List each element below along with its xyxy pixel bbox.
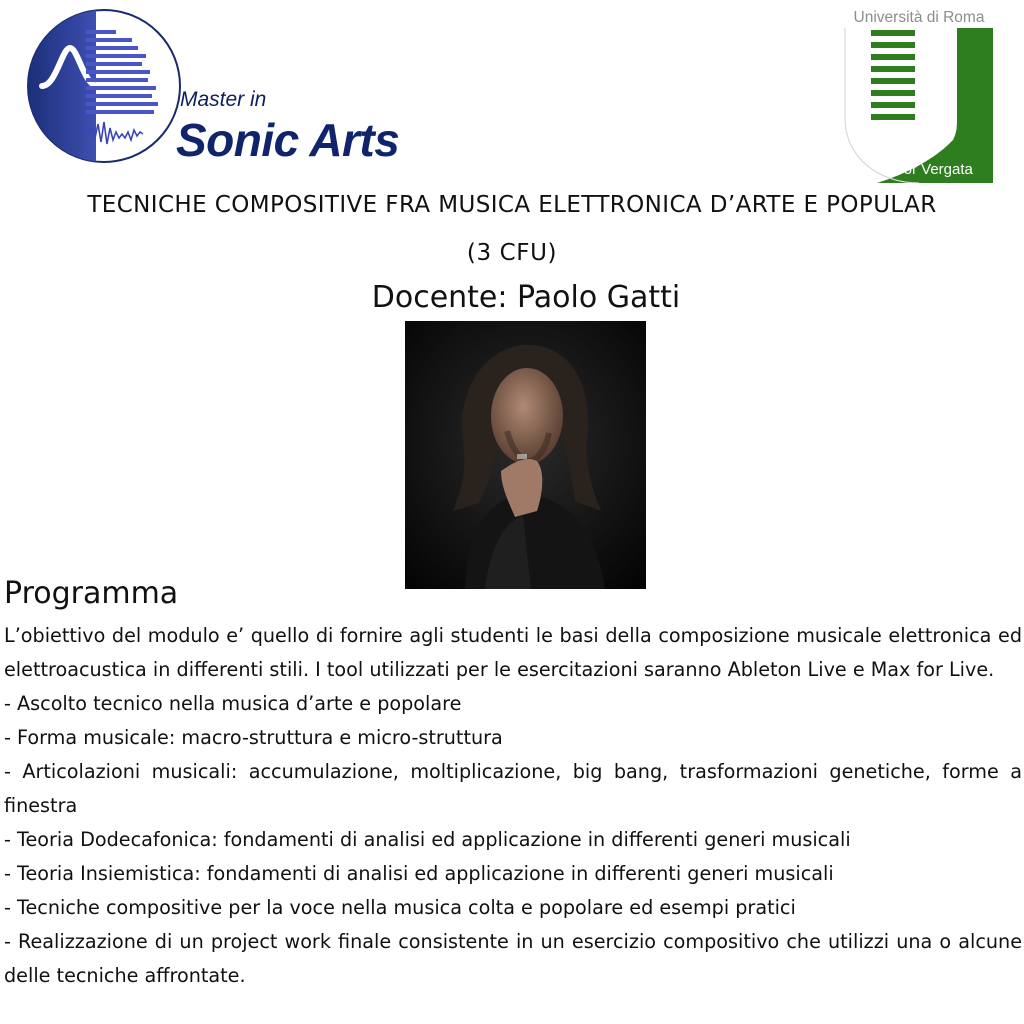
program-item: - Realizzazione di un project work finale consistente in un esercizio compositivo che utilizzi una o alcune delle tecniche affrontate. bbox=[4, 930, 1022, 987]
program-body bbox=[4, 619, 1022, 993]
program-item: - Ascolto tecnico nella musica d’arte e popolare bbox=[4, 692, 462, 715]
course-credits: (3 CFU) bbox=[466, 240, 558, 266]
tor-vergata-logo bbox=[843, 8, 995, 183]
course-title: TECNICHE COMPOSITIVE FRA MUSICA ELETTRONICA D’ARTE E POPULAR bbox=[87, 192, 937, 218]
university-campus: Tor Vergata bbox=[896, 161, 973, 178]
teacher-portrait bbox=[405, 321, 646, 589]
program-item: - Teoria Dodecafonica: fondamenti di analisi ed applicazione in differenti generi musicali bbox=[4, 828, 851, 851]
program-intro: L’obiettivo del modulo e’ quello di fornire agli studenti le basi della composizione musicale elettronica ed elettroacustica in differenti stili. I tool utilizzati per le esercitazioni saranno Ableton Live e Max for Live. bbox=[4, 624, 1022, 681]
sonic-arts-label: Sonic Arts bbox=[176, 114, 400, 166]
program-item: - Tecniche compositive per la voce nella musica colta e popolare ed esempi pratici bbox=[4, 896, 796, 919]
master-in-label: Master in bbox=[180, 88, 267, 111]
program-item: - Teoria Insiemistica: fondamenti di analisi ed applicazione in differenti generi musicali bbox=[4, 862, 834, 885]
university-name: Università di Roma bbox=[853, 9, 985, 26]
program-item: - Forma musicale: macro-struttura e micro-struttura bbox=[4, 726, 503, 749]
program-title: Programma bbox=[4, 576, 179, 611]
program-item: - Articolazioni musicali: accumulazione, moltiplicazione, big bang, trasformazioni genetiche, forme a finestra bbox=[4, 760, 1022, 817]
teacher-name: Docente: Paolo Gatti bbox=[371, 280, 681, 315]
